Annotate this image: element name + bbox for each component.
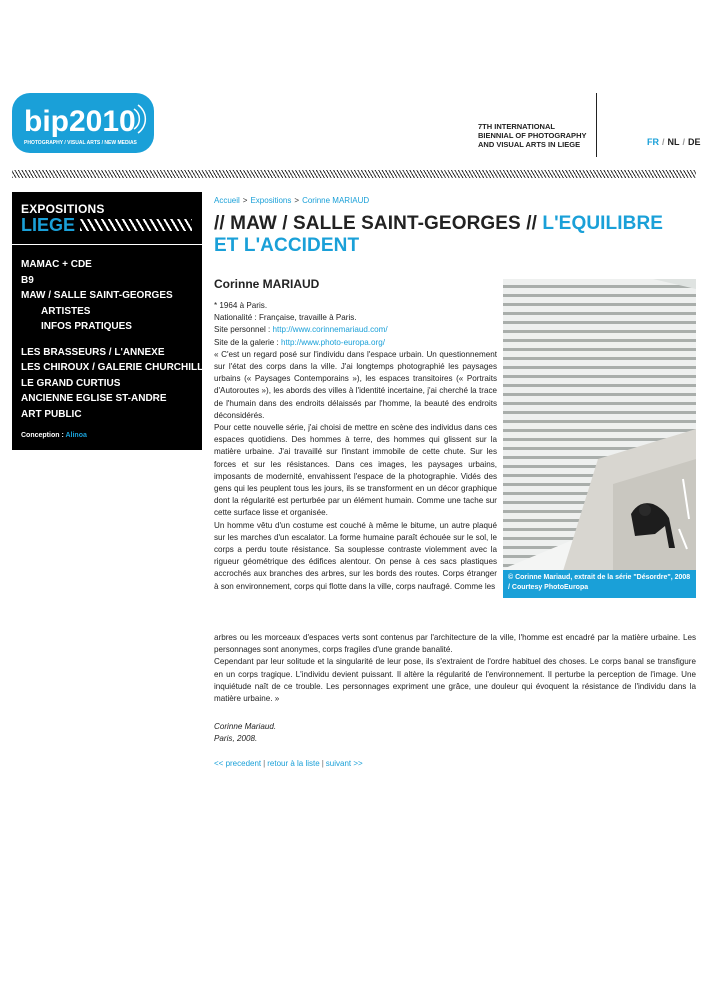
lang-fr[interactable]: FR: [647, 137, 659, 147]
paragraph: « C'est un regard posé sur l'individu dans l'espace urbain. Un questionnement sur l'état des corps dans la ville. J'ai longtemps photographié les paysages urbains (« Paysages Contemporains »), les espaces transitoires (« Portraits d'Autoroutes »), les abords des villes à l'identité incertaine, j'ai cherché la trace de l'humain dans des endroits délaissés par l'homme, la beauté des endroits déconsidérés.: [214, 349, 497, 420]
paragraph: Pour cette nouvelle série, j'ai choisi de mettre en scène des individus dans ces espaces quotidiens. Des hommes à terre, des hommes qui glissent sur la matière urbaine. J'ai travaillé sur l'instant immobile de cette chute. Sur les forces et sur les résistances. Dans ces images, les paysages urbains, imposants de modernité, envahissent l'espace de la photographie. Vidés des gens qui les peuplent tous les jours, ils se transforment en un décor graphique dont la régularité est perturbée par un élément humain. Comme une tache sur cette surface lisse et organisée.: [214, 423, 497, 518]
signature-author: Corinne Mariaud.: [214, 722, 277, 731]
breadcrumb: Accueil > Expositions > Corinne MARIAUD: [214, 196, 370, 205]
page-title-venue: // MAW / SALLE SAINT-GEORGES //: [214, 213, 537, 234]
nav-subitem-infos[interactable]: INFOS PRATIQUES: [41, 321, 132, 332]
nav-item-art-public[interactable]: ART PUBLIC: [21, 408, 82, 420]
artwork-photo: [503, 279, 696, 598]
sidebar-title: EXPOSITIONS: [21, 202, 105, 216]
artist-birth: * 1964 à Paris.: [214, 301, 268, 310]
logo-graphic: [12, 93, 154, 153]
breadcrumb-expositions[interactable]: Expositions: [250, 196, 292, 205]
header-hatch-divider: [12, 170, 696, 178]
conception-link[interactable]: Alinoa: [65, 432, 87, 439]
conception-credit: [21, 432, 87, 439]
lang-nl[interactable]: NL: [667, 137, 680, 147]
nav-subitem-artistes[interactable]: ARTISTES: [41, 305, 91, 317]
paragraph: Un homme vêtu d'un costume est couché à même le bitume, un autre plaqué sur les marches d'un escalator. La forme humaine paraît échouée sur le sol, le corps a perdu toute résistance. Sa souplesse contraste violemment avec la rigueur géométrique des édifices alentour. On pense à ces sacs plastiques accrochés aux branches des arbres, sur les bords des routes. Corps étranger à son environnement, corps qui flotte dans la ville, corps naufragé. Comme les: [214, 520, 497, 591]
nav-item-curtius[interactable]: LE GRAND CURTIUS: [21, 377, 121, 389]
back-to-list-link[interactable]: retour à la liste: [267, 759, 320, 768]
sidebar-rule: [12, 244, 202, 245]
breadcrumb-current[interactable]: Corinne MARIAUD: [302, 196, 370, 205]
logo-sub: PHOTOGRAPHY / VISUAL ARTS / NEW MEDIAS: [24, 140, 137, 146]
article-body-continued: [214, 632, 696, 705]
signature: [214, 721, 276, 745]
header-divider: [596, 93, 597, 157]
previous-link[interactable]: << precedent: [214, 759, 262, 768]
gallery-site-line: [214, 337, 497, 349]
sidebar: [12, 192, 202, 450]
nav-item-mamac[interactable]: MAMAC + CDE: [21, 259, 92, 270]
tagline-line: AND VISUAL ARTS IN LIEGE: [478, 140, 581, 149]
signature-place-date: Paris, 2008.: [214, 734, 258, 744]
page-title: [214, 213, 684, 257]
nav-item-brasseurs[interactable]: LES BRASSEURS / L'ANNEXE: [21, 346, 165, 358]
paragraph: arbres ou les morceaux d'espaces verts sont contenus par l'architecture de la ville, l'homme est encadré par la matière urbaine. Les personnages sont anonymes, corps fragiles d'une grande banalité.: [214, 633, 696, 655]
gallery-label: Site de la galerie :: [214, 337, 279, 347]
lang-de[interactable]: DE: [688, 137, 701, 147]
breadcrumb-home[interactable]: Accueil: [214, 196, 240, 205]
page-title-exhibition: L'EQUILIBRE ET L'ACCIDENT: [214, 213, 664, 256]
artist-name: Corinne MARIAUD: [214, 277, 320, 291]
artist-nationality: Nationalité : Française, travaille à Paris.: [214, 313, 357, 323]
bip-logo[interactable]: [12, 93, 154, 153]
tagline-line: BIENNIAL OF PHOTOGRAPHY: [478, 131, 587, 140]
sidebar-nav: [21, 257, 204, 422]
artist-site-link[interactable]: http://www.corinnemariaud.com/: [272, 325, 388, 335]
artist-site-line: [214, 324, 497, 336]
nav-item-st-andre[interactable]: ANCIENNE EGLISE ST-ANDRE: [21, 393, 167, 404]
logo-text: bip2010: [24, 105, 136, 138]
site-label: Site personnel :: [214, 325, 271, 335]
site-tagline: [478, 122, 594, 149]
conception-label: Conception :: [21, 432, 64, 439]
paragraph: Cependant par leur solitude et la singularité de leur pose, ils s'extraient de l'ordre habituel des choses. Le corps banal se transfigure en un corps tragique. L'individu devient puissant. Il altère la régularité de l'environnement. Il perturbe la perception de l'image. Une inquiétude naît de ce trouble. Les personnages expriment une grâce, une douleur qui évoquent la résistance de l'individu dans la matière urbaine. »: [214, 657, 696, 704]
next-link[interactable]: suivant >>: [325, 759, 363, 768]
photo-caption: © Corinne Mariaud, extrait de la série "Désordre", 2008 / Courtesy PhotoEuropa: [503, 570, 696, 598]
nav-item-chiroux[interactable]: LES CHIROUX / GALERIE CHURCHILL: [21, 362, 204, 373]
language-switcher: FR / NL / DE: [647, 137, 701, 147]
sidebar-city: LIEGE: [21, 215, 76, 235]
article-body: [214, 300, 497, 593]
nav-item-b9[interactable]: B9: [21, 274, 34, 286]
building-photo-graphic: [503, 279, 696, 598]
tagline-line: 7TH INTERNATIONAL: [478, 122, 555, 131]
sidebar-slash-decoration: [80, 219, 192, 231]
nav-item-maw[interactable]: MAW / SALLE SAINT-GEORGES: [21, 290, 173, 301]
gallery-site-link[interactable]: http://www.photo-europa.org/: [281, 337, 385, 347]
pagination: << precedent | retour à la liste | suivant >>: [214, 759, 363, 768]
